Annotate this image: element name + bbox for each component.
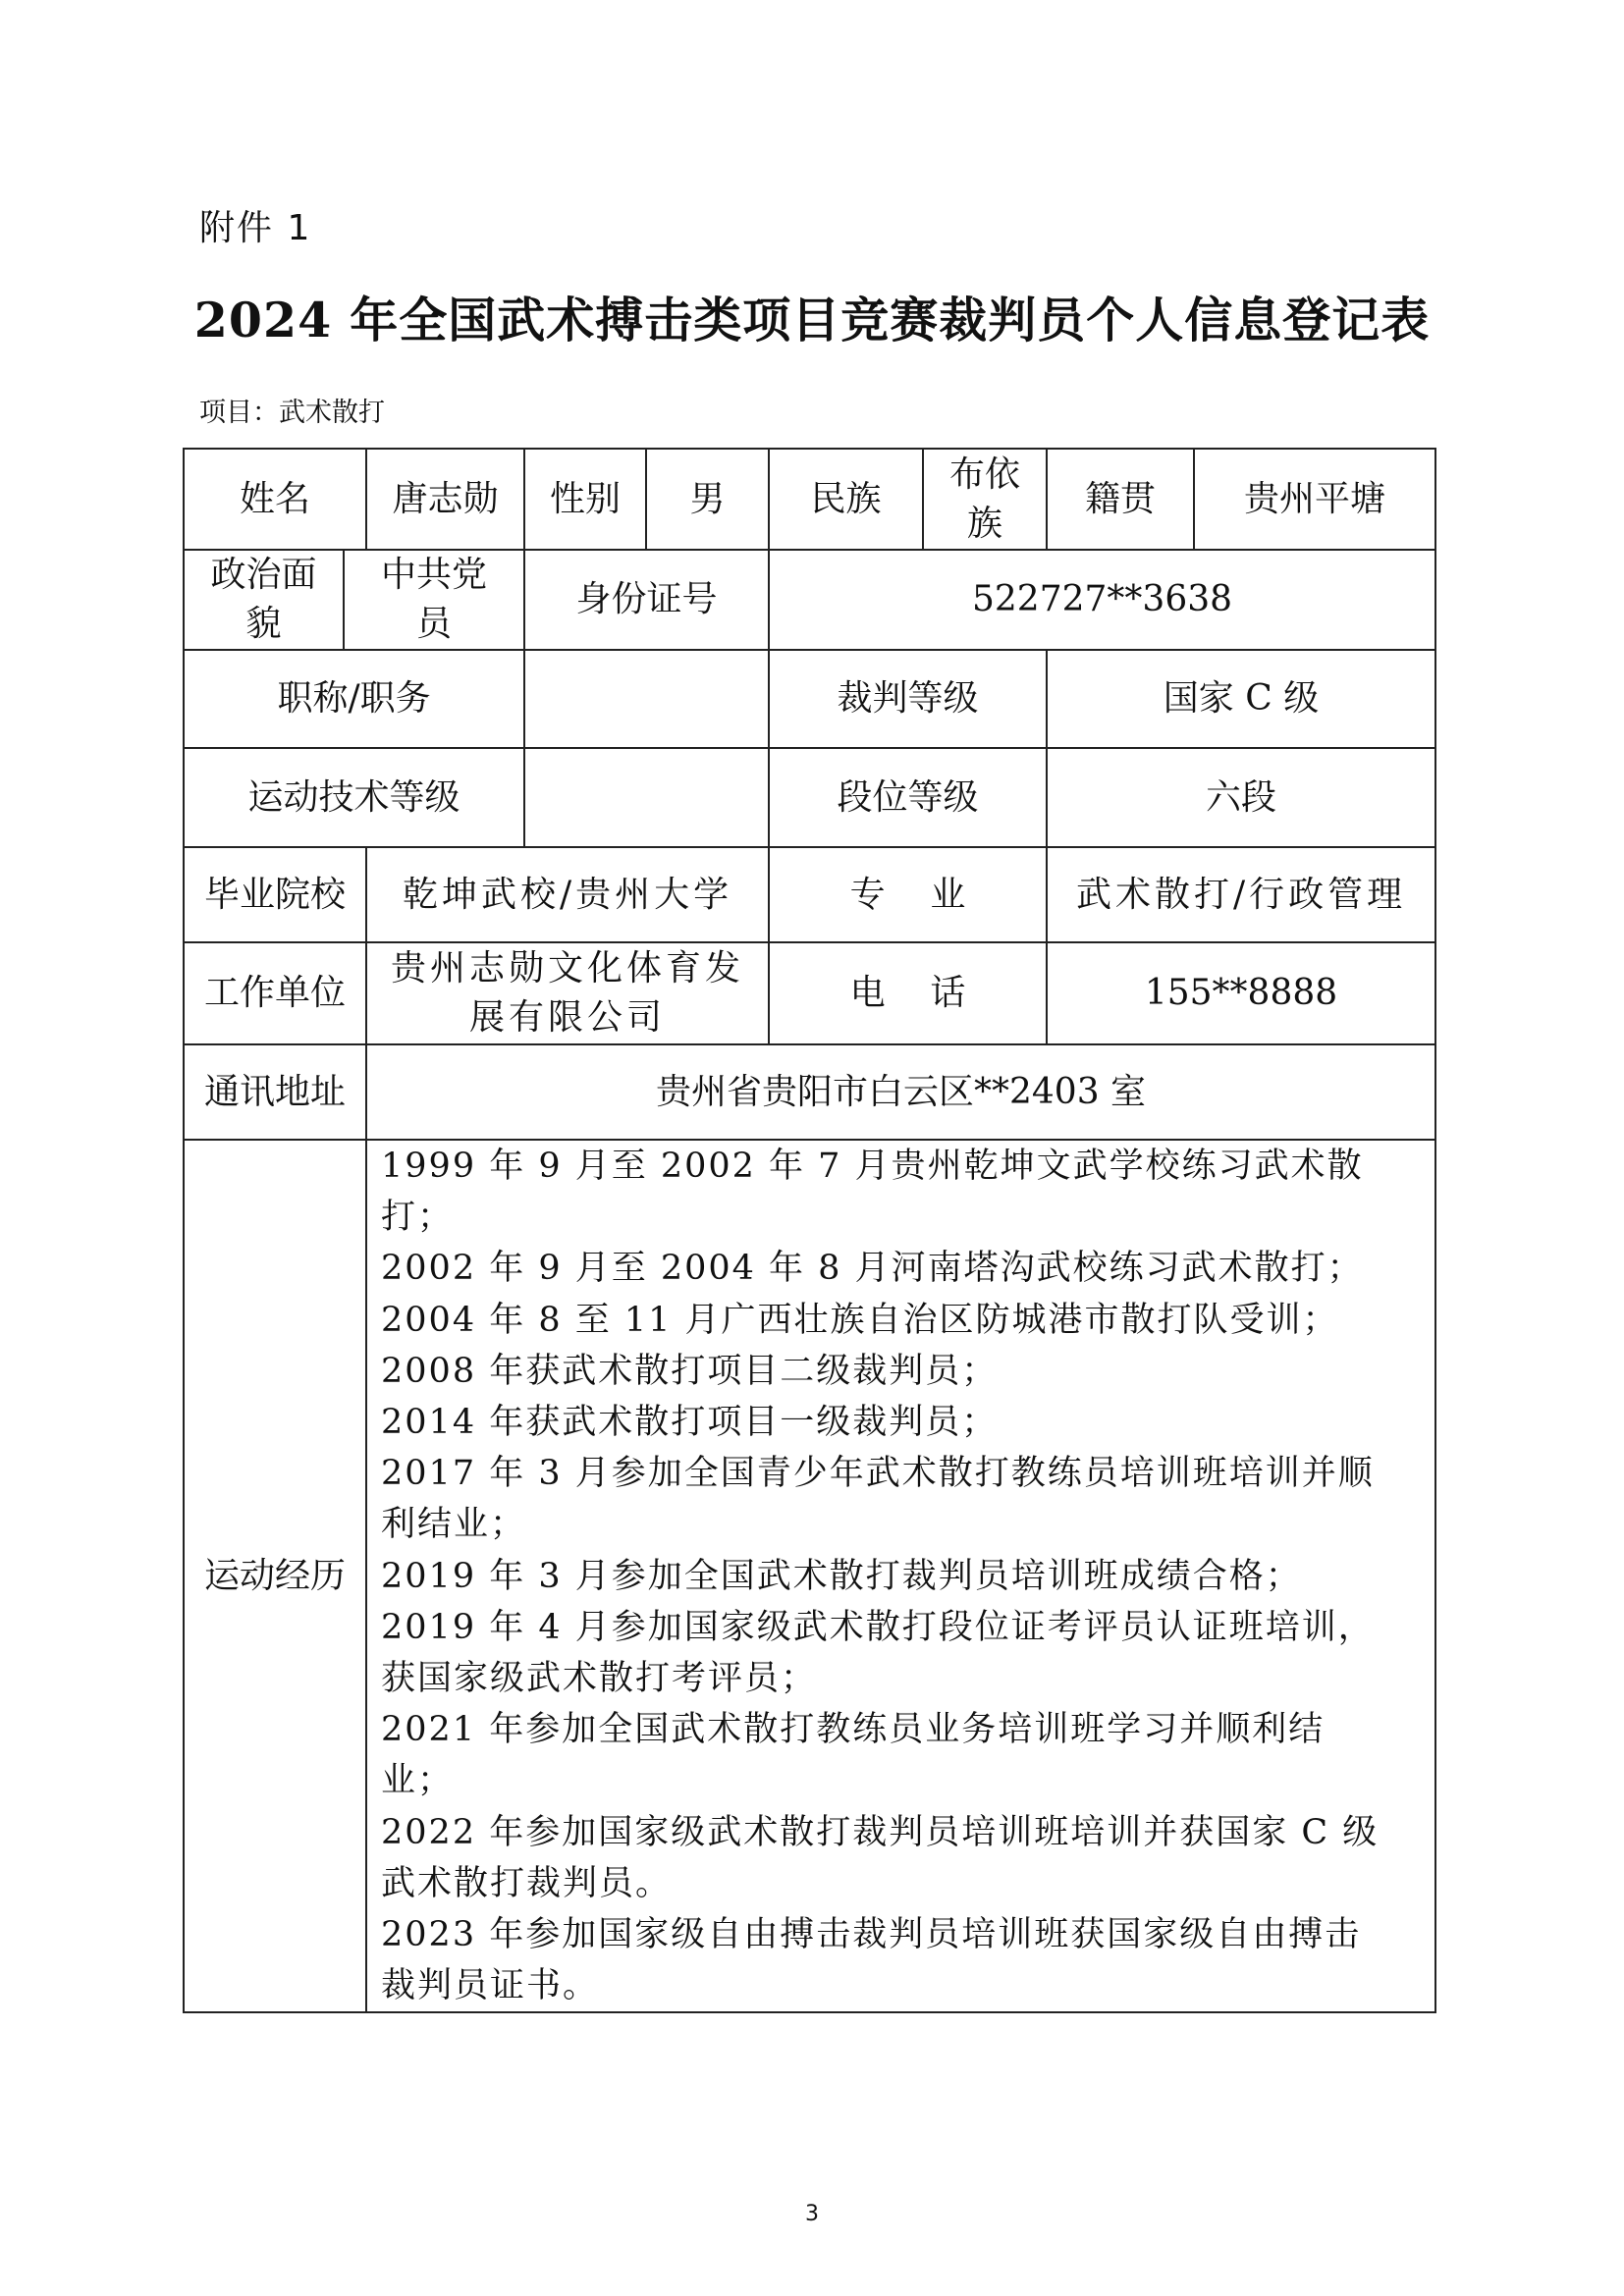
row-political-id xyxy=(184,550,1435,650)
sport-level-label: 运动技术等级 xyxy=(184,748,524,847)
hometown-value: 贵州平塘 xyxy=(1194,449,1435,550)
row-school-major xyxy=(184,847,1435,942)
gender-value: 男 xyxy=(646,449,769,550)
history-line: 业； xyxy=(381,1761,455,1801)
id-label: 身份证号 xyxy=(524,550,769,650)
history-line: 2004 年 8 至 11 月广西壮族自治区防城港市散打队受训； xyxy=(381,1300,1339,1340)
job-title-label: 职称/职务 xyxy=(184,650,524,748)
row-title-referee xyxy=(184,650,1435,748)
phone-value: 155**8888 xyxy=(1047,942,1435,1044)
history-line: 2023 年参加国家级自由搏击裁判员培训班获国家级自由搏击 xyxy=(381,1915,1362,1955)
row-work-phone xyxy=(184,942,1435,1044)
political-label xyxy=(184,550,344,650)
document-title: 2024 年全国武术搏击类项目竞赛裁判员个人信息登记表 xyxy=(193,292,1431,348)
political-value-line1: 中共党 xyxy=(381,555,488,595)
history-line: 获国家级武术散打考评员； xyxy=(381,1659,818,1699)
name-label: 姓名 xyxy=(184,449,366,550)
job-title-value xyxy=(524,650,769,748)
history-line: 利结业； xyxy=(381,1505,527,1545)
history-line: 武术散打裁判员。 xyxy=(381,1863,673,1903)
row-sport-dan xyxy=(184,748,1435,847)
history-line: 2019 年 4 月参加国家级武术散打段位证考评员认证班培训， xyxy=(381,1607,1375,1647)
political-label-line2: 貌 xyxy=(245,604,282,644)
ethnicity-label: 民族 xyxy=(769,449,923,550)
project-line: 项目：武术散打 xyxy=(199,398,385,428)
history-content xyxy=(366,1140,1435,2012)
history-line: 2021 年参加全国武术散打教练员业务培训班学习并顺利结 xyxy=(381,1710,1326,1750)
row-sport-history xyxy=(184,1140,1435,2012)
referee-level-value: 国家 C 级 xyxy=(1047,650,1435,748)
attachment-label: 附件 1 xyxy=(199,208,312,248)
history-line: 1999 年 9 月至 2002 年 7 月贵州乾坤文武学校练习武术散打； xyxy=(381,1147,1364,1238)
ethnicity-value-line2: 族 xyxy=(967,503,1003,544)
history-line: 2014 年获武术散打项目一级裁判员； xyxy=(381,1403,999,1443)
hometown-label: 籍贯 xyxy=(1047,449,1194,550)
row-basic-info xyxy=(184,449,1435,550)
sport-level-value xyxy=(524,748,769,847)
history-line: 2019 年 3 月参加全国武术散打裁判员培训班成绩合格； xyxy=(381,1556,1302,1596)
school-label: 毕业院校 xyxy=(184,847,366,942)
history-label: 运动经历 xyxy=(184,1140,366,2012)
history-line: 2002 年 9 月至 2004 年 8 月河南塔沟武校练习武术散打； xyxy=(381,1249,1364,1289)
referee-level-label: 裁判等级 xyxy=(769,650,1047,748)
work-value-line2: 展有限公司 xyxy=(469,997,667,1038)
ethnicity-value xyxy=(923,449,1047,550)
address-label: 通讯地址 xyxy=(184,1044,366,1140)
ethnicity-value-line1: 布依 xyxy=(949,454,1021,495)
row-address xyxy=(184,1044,1435,1140)
history-line: 2008 年获武术散打项目二级裁判员； xyxy=(381,1351,999,1391)
gender-label: 性别 xyxy=(524,449,646,550)
history-line: 裁判员证书。 xyxy=(381,1966,600,2006)
political-value xyxy=(344,550,524,650)
history-line: 2022 年参加国家级武术散打裁判员培训班培训并获国家 C 级 xyxy=(381,1812,1380,1852)
work-value xyxy=(366,942,769,1044)
dan-level-label: 段位等级 xyxy=(769,748,1047,847)
school-value: 乾坤武校/贵州大学 xyxy=(366,847,769,942)
address-value: 贵州省贵阳市白云区**2403 室 xyxy=(366,1044,1435,1140)
political-value-line2: 员 xyxy=(416,604,453,644)
history-line: 2017 年 3 月参加全国青少年武术散打教练员培训班培训并顺 xyxy=(381,1454,1375,1494)
work-value-line1: 贵州志勋文化体育发 xyxy=(391,948,745,988)
political-label-line1: 政治面 xyxy=(210,555,317,595)
major-value: 武术散打/行政管理 xyxy=(1047,847,1435,942)
phone-label: 电 话 xyxy=(769,942,1047,1044)
registration-form-table xyxy=(183,448,1436,2013)
name-value: 唐志勋 xyxy=(366,449,524,550)
major-label: 专 业 xyxy=(769,847,1047,942)
page-number: 3 xyxy=(805,2202,819,2226)
work-label: 工作单位 xyxy=(184,942,366,1044)
dan-level-value: 六段 xyxy=(1047,748,1435,847)
id-value: 522727**3638 xyxy=(769,550,1435,650)
